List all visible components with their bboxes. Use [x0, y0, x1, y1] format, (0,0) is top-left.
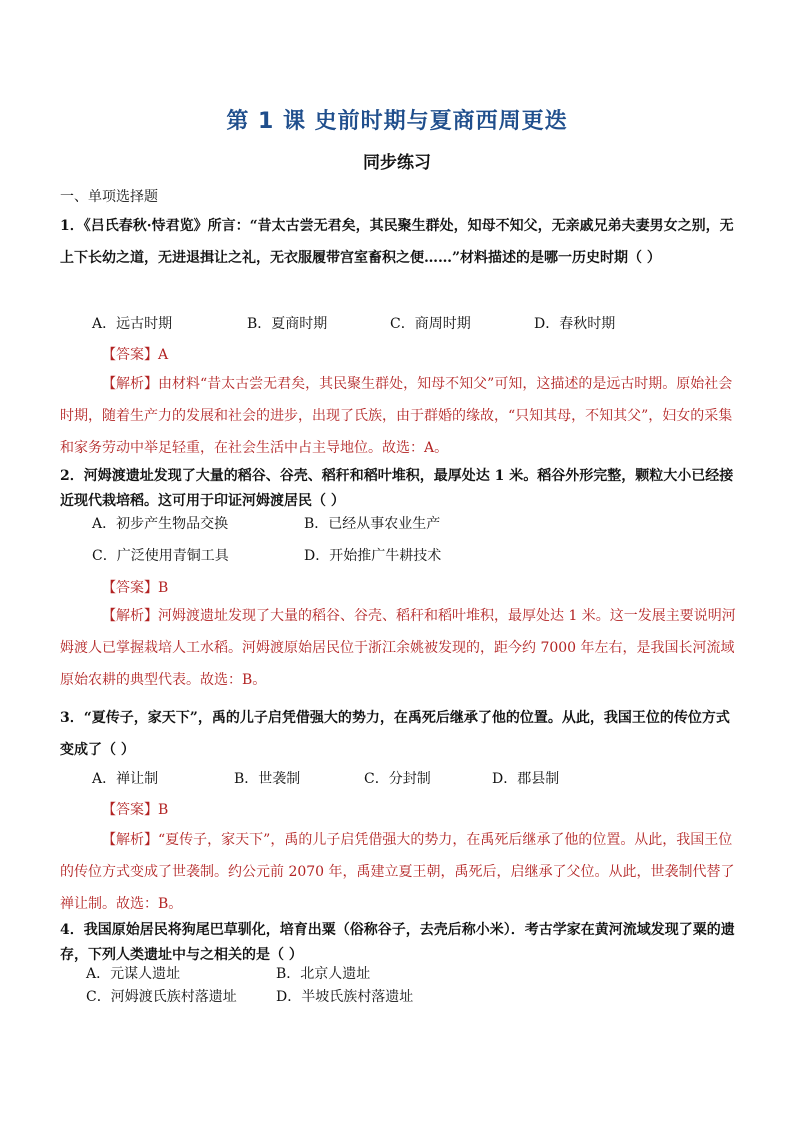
question-3-option-c: C．分封制 — [364, 771, 431, 787]
page-title: 第 1 课 史前时期与夏商西周更迭 — [226, 109, 568, 134]
section-heading: 一、单项选择题 — [60, 189, 158, 205]
question-1-answer — [102, 344, 168, 366]
question-4-option-b: B．北京人遗址 — [276, 966, 371, 982]
page-subtitle: 同步练习 — [363, 153, 431, 173]
question-3-stem: 3．“夏传子，家天下”，禹的儿子启凭借强大的势力，在禹死后继承了他的位置。从此，我国王位的传位方式变成了（ ） — [60, 710, 730, 758]
question-1-option-a: A．远古时期 — [92, 316, 173, 332]
explanation-text: “夏传子，家天下”，禹的儿子启凭借强大的势力，在禹死后继承了他的位置。从此，我国王位的传位方式变成了世袭制。约公元前 2070 年，禹建立夏王朝，禹死后，启继承了父位。从此，世袭制代替了禅让制。故选：B。 — [60, 832, 735, 912]
answer-value: B — [158, 580, 169, 596]
question-2-option-d: D．开始推广牛耕技术 — [304, 548, 442, 564]
explanation-label: 【解析】 — [102, 376, 158, 392]
question-3-option-b: B．世袭制 — [234, 771, 301, 787]
question-2-explanation — [60, 600, 736, 696]
question-1-explanation — [60, 368, 736, 464]
question-2-option-a: A．初步产生物品交换 — [92, 516, 229, 532]
question-2-stem: 2．河姆渡遗址发现了大量的稻谷、谷壳、稻秆和稻叶堆积，最厚处达 1 米。稻谷外形完整，颗粒大小已经接近现代栽培稻。这可用于印证河姆渡居民（ ） — [60, 468, 734, 509]
answer-value: B — [158, 802, 169, 818]
explanation-text: 河姆渡遗址发现了大量的稻谷、谷壳、稻秆和稻叶堆积，最厚处达 1 米。这一发展主要说明河姆渡人已掌握栽培人工水稻。河姆渡原始居民位于浙江余姚被发现的，距今约 7000 年左右，是我国长河流域原始农耕的典型代表。故选：B。 — [60, 608, 736, 688]
question-4-option-d: D．半坡氏族村落遗址 — [276, 989, 414, 1005]
question-3-answer — [102, 799, 168, 821]
explanation-label: 【解析】 — [102, 832, 158, 848]
question-4-option-a: A．元谋人遗址 — [86, 966, 181, 982]
explanation-text: 由材料“昔太古尝无君矣，其民聚生群处，知母不知父”可知，这描述的是远古时期。原始社会时期，随着生产力的发展和社会的进步，出现了氏族，由于群婚的缘故，“只知其母，不知其父”，妇女的采集和家务劳动中举足轻重，在社会生活中占主导地位。故选：A。 — [60, 376, 733, 456]
answer-label: 【答案】 — [102, 802, 158, 818]
question-2-answer — [102, 577, 168, 599]
question-1-option-c: C．商周时期 — [390, 316, 471, 332]
question-3-option-a: A．禅让制 — [92, 771, 159, 787]
explanation-label: 【解析】 — [102, 608, 158, 624]
question-2-option-c: C．广泛使用青铜工具 — [92, 548, 229, 564]
answer-label: 【答案】 — [102, 347, 158, 363]
question-4-option-c: C．河姆渡氏族村落遗址 — [86, 989, 237, 1005]
question-1-stem: 1．《吕氏春秋·恃君览》所言：“昔太古尝无君矣，其民聚生群处，知母不知父，无亲戚兄弟夫妻男女之别，无上下长幼之道，无进退揖让之礼，无衣服履带宫室畜积之便……”材料描述的是哪一历史时期（ ） — [60, 218, 734, 266]
answer-label: 【答案】 — [102, 580, 158, 596]
question-1-option-b: B．夏商时期 — [247, 316, 328, 332]
answer-value: A — [158, 347, 169, 363]
question-1-option-d: D．春秋时期 — [534, 316, 616, 332]
question-3-explanation — [60, 824, 736, 920]
question-3-option-d: D．郡县制 — [492, 771, 560, 787]
question-2-option-b: B．已经从事农业生产 — [304, 516, 441, 532]
question-4-stem: 4．我国原始居民将狗尾巴草驯化，培育出粟（俗称谷子，去壳后称小米）．考古学家在黄河流域发现了粟的遗存，下列人类遗址中与之相关的是（ ） — [60, 922, 735, 963]
